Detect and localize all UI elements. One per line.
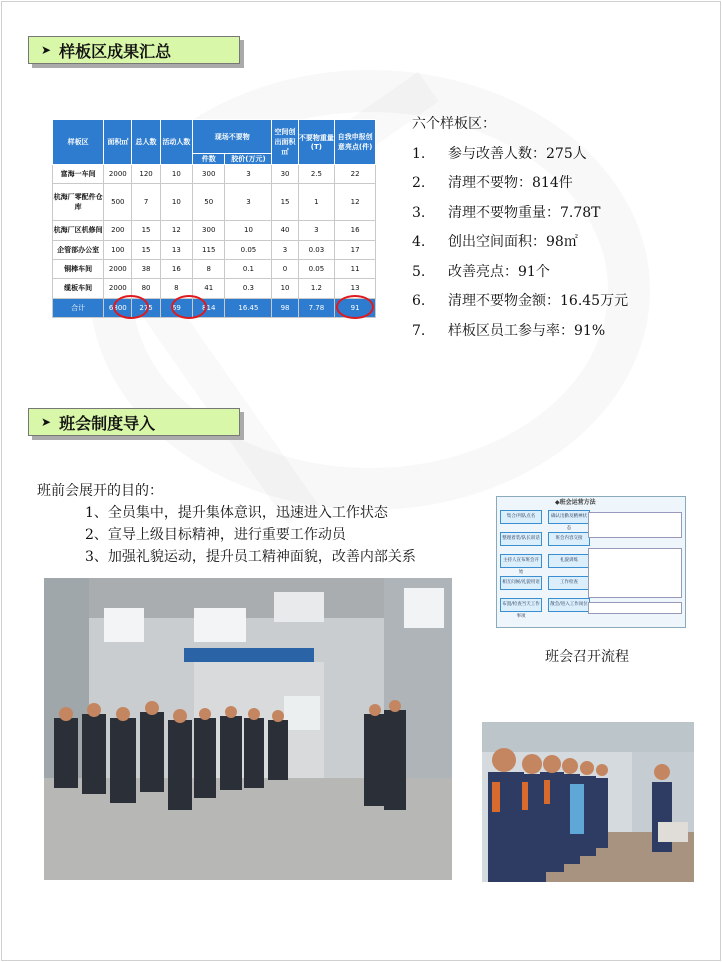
arrow-icon: ➤ bbox=[41, 43, 52, 57]
table-row bbox=[53, 279, 376, 298]
summary-item-number: 7. bbox=[412, 322, 426, 339]
table-cell: 13 bbox=[335, 279, 376, 298]
table-body bbox=[53, 165, 376, 318]
section-title-text: 样板区成果汇总 bbox=[59, 41, 172, 61]
flow-step-box: 工作检查 bbox=[548, 576, 590, 590]
workshop-meeting-photo bbox=[44, 578, 452, 880]
flow-note bbox=[588, 512, 682, 538]
total-cell: 7.78 bbox=[298, 298, 335, 317]
total-cell: 合计 bbox=[53, 298, 104, 317]
table-cell-area: 富海一车间 bbox=[53, 165, 104, 184]
summary-item-text: 样板区员工参与率：91% bbox=[448, 322, 606, 339]
table-total-row bbox=[53, 298, 376, 317]
table-cell: 1 bbox=[298, 184, 335, 221]
summary-item-number: 1. bbox=[412, 145, 426, 162]
summary-item bbox=[412, 140, 628, 170]
summary-item-number: 6. bbox=[412, 293, 426, 309]
table-row bbox=[53, 259, 376, 278]
table-cell: 2000 bbox=[104, 165, 132, 184]
workshop-meeting-image bbox=[44, 578, 452, 880]
table-header-row bbox=[53, 120, 376, 154]
table-cell: 500 bbox=[104, 184, 132, 221]
flow-note bbox=[588, 602, 682, 614]
table-cell: 15 bbox=[272, 184, 298, 221]
total-cell: 16.45 bbox=[225, 298, 272, 317]
total-cell: 98 bbox=[272, 298, 298, 317]
table-cell-area: 缆板车间 bbox=[53, 279, 104, 298]
summary-item-text: 清理不要物：814件 bbox=[448, 175, 573, 191]
summary-item-text: 清理不要物金额：16.45万元 bbox=[448, 293, 629, 309]
table-cell-area: 杭海厂区机修间 bbox=[53, 221, 104, 240]
highlight-circle-highlights bbox=[336, 295, 374, 319]
header-weight: 不要物重量(T) bbox=[298, 120, 335, 165]
total-cell: 69 bbox=[160, 298, 192, 317]
section-title-meeting bbox=[28, 408, 240, 436]
team-meeting-image bbox=[482, 722, 694, 882]
team-meeting-photo bbox=[482, 722, 694, 882]
flow-step-box: 班会内容交接 bbox=[548, 532, 590, 546]
table-cell: 1.2 bbox=[298, 279, 335, 298]
table-cell: 2000 bbox=[104, 259, 132, 278]
table-cell: 3 bbox=[272, 240, 298, 259]
table-cell: 15 bbox=[132, 221, 160, 240]
table-cell: 40 bbox=[272, 221, 298, 240]
summary-item-number: 2. bbox=[412, 175, 426, 191]
table-cell: 10 bbox=[225, 221, 272, 240]
header-area: 样板区 bbox=[53, 120, 104, 165]
results-table bbox=[52, 119, 376, 318]
summary-item-text: 创出空间面积：98㎡ bbox=[448, 234, 578, 250]
header-value: 胶价(万元) bbox=[225, 154, 272, 165]
table-cell: 12 bbox=[335, 184, 376, 221]
flow-note bbox=[588, 548, 682, 598]
summary-list bbox=[412, 110, 628, 346]
table-cell: 30 bbox=[272, 165, 298, 184]
summary-item-number: 5. bbox=[412, 263, 426, 280]
section-title-results bbox=[28, 36, 240, 64]
table-cell: 100 bbox=[104, 240, 132, 259]
table-cell: 3 bbox=[225, 165, 272, 184]
flow-step-box: 确认出勤及精神状态 bbox=[548, 510, 590, 524]
highlight-circle-area bbox=[113, 295, 149, 319]
flow-step-box: 布置/检查当天工作事项 bbox=[500, 598, 542, 612]
purpose-item: 2、宣导上级目标精神，进行重要工作动员 bbox=[85, 527, 346, 543]
table-cell: 7 bbox=[132, 184, 160, 221]
table-cell: 8 bbox=[193, 259, 225, 278]
summary-item-text: 清理不要物重量：7.78T bbox=[448, 204, 601, 221]
table-cell: 13 bbox=[160, 240, 192, 259]
table-cell: 2000 bbox=[104, 279, 132, 298]
header-sqm: 面积㎡ bbox=[104, 120, 132, 165]
table-row bbox=[53, 184, 376, 221]
table-cell: 10 bbox=[160, 165, 192, 184]
total-cell: 275 bbox=[132, 298, 160, 317]
table-row bbox=[53, 240, 376, 259]
summary-item-number: 4. bbox=[412, 234, 426, 250]
flow-title: ◆班会运营方法 bbox=[555, 499, 596, 506]
header-space: 空间创出面积㎡ bbox=[272, 120, 298, 165]
flow-step-box: 集合/列队点名 bbox=[500, 510, 542, 524]
table-cell: 17 bbox=[335, 240, 376, 259]
table-cell: 120 bbox=[132, 165, 160, 184]
meeting-purpose bbox=[37, 480, 416, 568]
purpose-item: 1、全员集中，提升集体意识，迅速进入工作状态 bbox=[85, 505, 388, 521]
summary-heading: 六个样板区： bbox=[412, 116, 496, 132]
table-cell: 0.1 bbox=[225, 259, 272, 278]
flow-step-box: 整理着装/队长训话 bbox=[500, 532, 542, 546]
table-cell: 300 bbox=[193, 221, 225, 240]
table-cell: 38 bbox=[132, 259, 160, 278]
table-cell: 16 bbox=[335, 221, 376, 240]
table-cell: 8 bbox=[160, 279, 192, 298]
header-total-people: 总人数 bbox=[132, 120, 160, 165]
table-cell: 3 bbox=[298, 221, 335, 240]
purpose-heading: 班前会展开的目的： bbox=[37, 483, 163, 499]
summary-item bbox=[412, 228, 628, 258]
table-cell: 3 bbox=[225, 184, 272, 221]
table-cell-area: 杭海厂零配件仓库 bbox=[53, 184, 104, 221]
total-cell: 91 bbox=[335, 298, 376, 317]
table-cell: 22 bbox=[335, 165, 376, 184]
summary-item bbox=[412, 287, 628, 317]
table-cell: 15 bbox=[132, 240, 160, 259]
table-row bbox=[53, 165, 376, 184]
table-cell: 16 bbox=[160, 259, 192, 278]
flow-step-box: 相互问候/礼貌用语 bbox=[500, 576, 542, 590]
header-pieces: 件数 bbox=[193, 154, 225, 165]
summary-item-text: 参与改善人数：275人 bbox=[448, 145, 587, 162]
table-cell: 300 bbox=[193, 165, 225, 184]
table-cell: 10 bbox=[160, 184, 192, 221]
table-cell: 0.05 bbox=[298, 259, 335, 278]
table-cell: 12 bbox=[160, 221, 192, 240]
summary-item bbox=[412, 169, 628, 199]
table-cell-area: 铜棒车间 bbox=[53, 259, 104, 278]
table-cell: 41 bbox=[193, 279, 225, 298]
summary-item bbox=[412, 317, 628, 347]
summary-item-number: 3. bbox=[412, 204, 426, 221]
header-unneeded-group: 现场不要物 bbox=[193, 120, 272, 154]
table-cell: 0.03 bbox=[298, 240, 335, 259]
total-cell: 6800 bbox=[104, 298, 132, 317]
table-cell: 11 bbox=[335, 259, 376, 278]
table-cell: 0.05 bbox=[225, 240, 272, 259]
flow-step-box: 礼貌训练 bbox=[548, 554, 590, 568]
arrow-icon: ➤ bbox=[41, 415, 52, 429]
table-cell: 50 bbox=[193, 184, 225, 221]
table-cell: 0 bbox=[272, 259, 298, 278]
summary-item bbox=[412, 258, 628, 288]
table-cell: 200 bbox=[104, 221, 132, 240]
summary-item bbox=[412, 199, 628, 229]
table-cell: 0.3 bbox=[225, 279, 272, 298]
section-title-text: 班会制度导入 bbox=[59, 413, 156, 433]
table-cell: 115 bbox=[193, 240, 225, 259]
table-cell: 80 bbox=[132, 279, 160, 298]
header-active-people: 活动人数 bbox=[160, 120, 192, 165]
table-cell: 10 bbox=[272, 279, 298, 298]
purpose-item: 3、加强礼貌运动，提升员工精神面貌，改善内部关系 bbox=[85, 549, 416, 565]
total-cell: 814 bbox=[193, 298, 225, 317]
flow-step-box: 主持人宣布班会开始 bbox=[500, 554, 542, 568]
table-cell-area: 企管部办公室 bbox=[53, 240, 104, 259]
flow-step-box: 散会/进入工作岗位 bbox=[548, 598, 590, 612]
table-cell: 2.5 bbox=[298, 165, 335, 184]
header-highlights: 自我申报创意亮点(件) bbox=[335, 120, 376, 165]
flow-caption: 班会召开流程 bbox=[545, 649, 629, 665]
table-row bbox=[53, 221, 376, 240]
highlight-circle-active bbox=[171, 295, 207, 319]
summary-item-text: 改善亮点：91个 bbox=[448, 263, 550, 280]
